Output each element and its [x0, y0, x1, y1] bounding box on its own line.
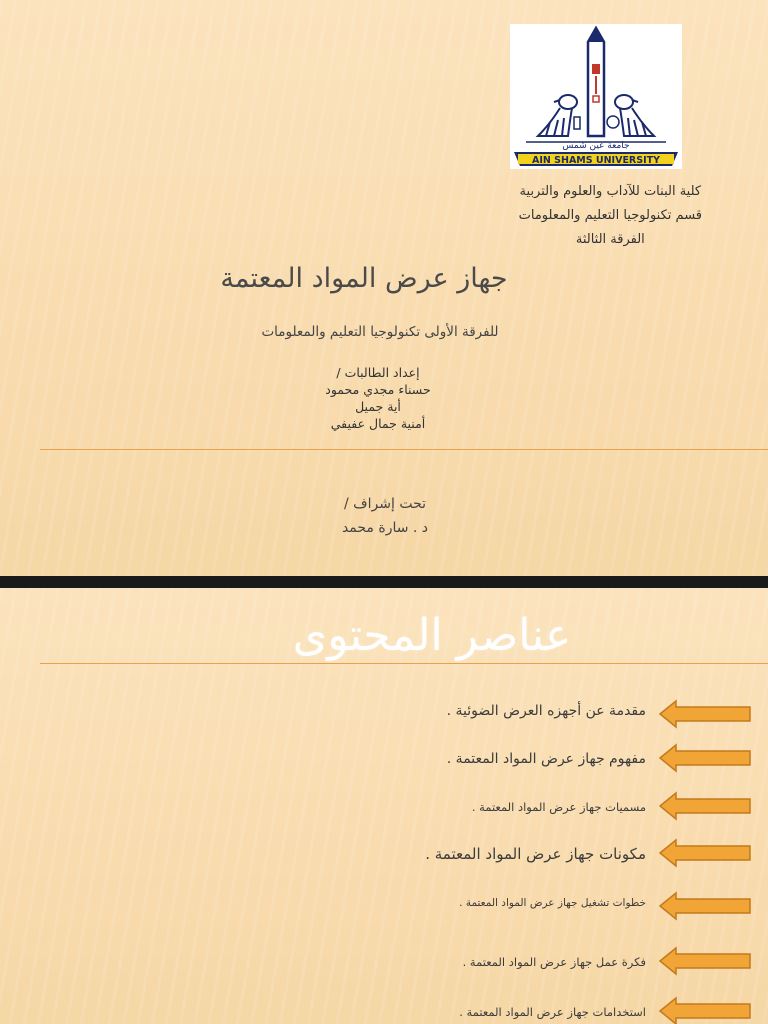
student-name: حسناء مجدي محمود	[325, 382, 431, 397]
presentation-title: جهاز عرض المواد المعتمة	[220, 263, 508, 294]
list-item-text: مكونات جهاز عرض المواد المعتمة .	[425, 845, 646, 863]
faculty-line: كلية البنات للآداب والعلوم والتربية	[519, 184, 702, 199]
supervisor-name: د . سارة محمد	[341, 520, 429, 536]
faculty-info	[519, 180, 702, 252]
year-line: الفرقة الثالثة	[575, 232, 645, 247]
student-name: أمنية جمال عفيفي	[330, 416, 426, 431]
prepared-by-heading: إعداد الطالبات /	[336, 365, 420, 380]
list-item-text: مقدمة عن أجهزه العرض الضوئية .	[446, 703, 646, 719]
ain-shams-emblem-icon	[510, 24, 682, 169]
logo-caption: AIN SHAMS UNIVERSITY	[532, 155, 660, 166]
list-item	[0, 946, 768, 976]
logo-arabic-caption: جامعة عين شمس	[562, 141, 630, 151]
contents-title: عناصر المحتوى	[292, 610, 572, 661]
presentation-subtitle: للفرقة الأولى تكنولوجيا التعليم والمعلومات	[261, 324, 499, 340]
student-name: أية جميل	[355, 399, 401, 414]
supervision-block	[0, 492, 768, 540]
list-item	[0, 996, 768, 1024]
divider-line	[40, 449, 768, 450]
list-item	[0, 838, 768, 868]
left-arrow-icon	[659, 891, 752, 921]
left-arrow-icon	[659, 946, 752, 976]
list-item-text: خطوات تشغيل جهاز عرض المواد المعتمة .	[459, 897, 646, 909]
list-item	[0, 791, 768, 821]
divider-line	[40, 663, 768, 664]
list-item	[0, 699, 768, 729]
left-arrow-icon	[659, 743, 752, 773]
left-arrow-icon	[659, 699, 752, 729]
supervision-heading: تحت إشراف /	[343, 496, 427, 512]
list-item-text: مسميات جهاز عرض المواد المعتمة .	[471, 800, 646, 814]
prepared-by-block	[0, 364, 756, 432]
list-item-text: استخدامات جهاز عرض المواد المعتمة .	[459, 1005, 646, 1019]
list-item	[0, 891, 768, 921]
left-arrow-icon	[659, 838, 752, 868]
contents-slide	[0, 588, 768, 1024]
university-logo	[510, 24, 682, 169]
list-item-text: فكرة عمل جهاز عرض المواد المعتمة .	[462, 955, 646, 969]
list-item	[0, 743, 768, 773]
list-item-text: مفهوم جهاز عرض المواد المعتمة .	[446, 751, 646, 767]
left-arrow-icon	[659, 791, 752, 821]
department-line: قسم تكنولوجيا التعليم والمعلومات	[518, 208, 702, 223]
left-arrow-icon	[659, 996, 752, 1024]
